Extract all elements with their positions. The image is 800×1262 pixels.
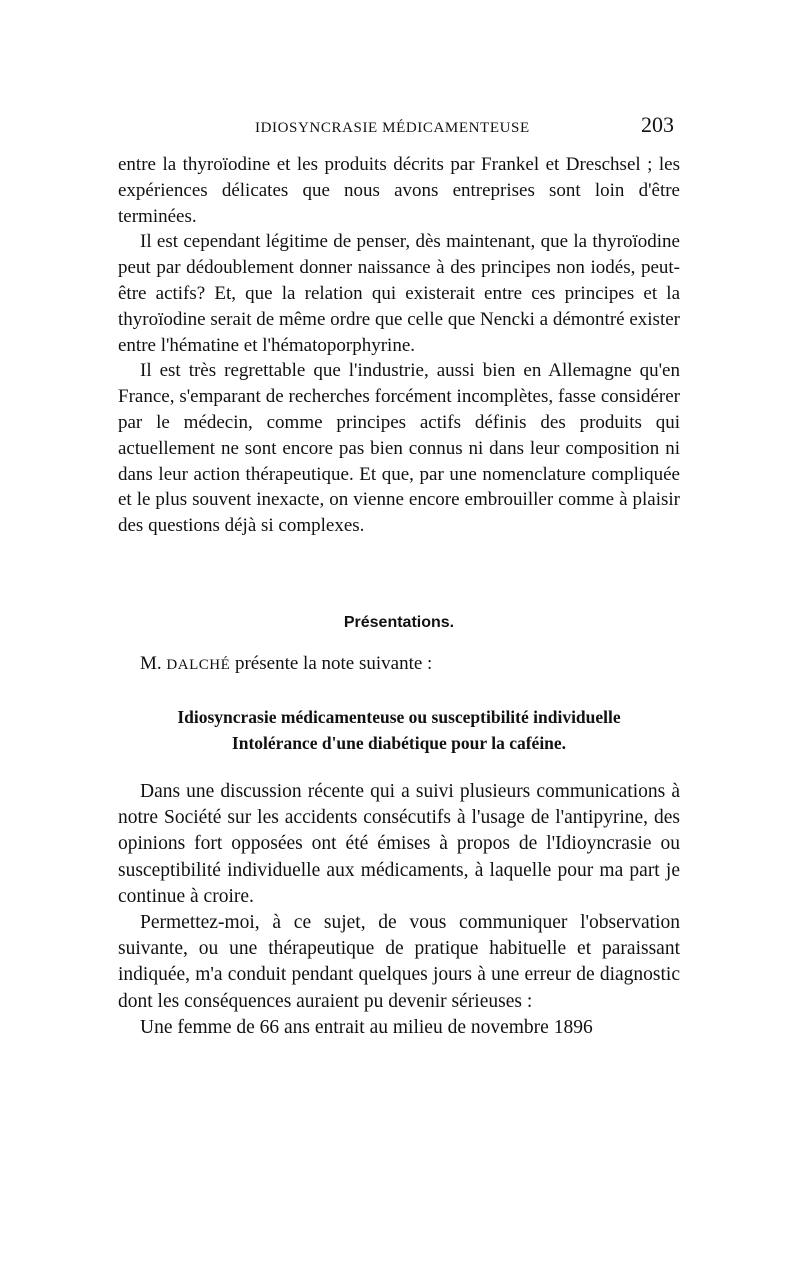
presenter-prefix: M. xyxy=(140,653,162,674)
page-number: 203 xyxy=(641,112,674,137)
paragraph: Il est très regrettable que l'industrie, aussi bien en Allemagne qu'en France, s'emparant de recherches forcément incomplètes, fasse considérer par le médecin, comme principes actifs définis des produits qui actuellement ne sont encore pas bien connus ni dans leur composition ni dans leur action thérapeutique. Et que, par une nomenclature compliquée et le plus souvent inexacte, on vienne encore embrouiller comme à plaisir des questions déjà si complexes. xyxy=(118,360,680,537)
running-head xyxy=(118,112,678,142)
presenter-text: présente la note suivante : xyxy=(234,653,433,674)
paragraph: Il est cependant légitime de penser, dès maintenant, que la thyroïodine peut par dédoublement donner naissance à des principes non iodés, peut-être actifs? Et, que la relation qui existerait entre ces principes et la thyroïodine serait de même ordre que celle que Nencki a démontré exister entre l'hématine et l'hématoporphyrine. xyxy=(118,231,680,356)
section-heading: Présentations. xyxy=(343,614,455,631)
paragraph: Dans une discussion récente qui a suivi plusieurs communications à notre Société sur les accidents consécutifs à l'usage de l'antipyrine, des opinions fort opposées ont été émises à propos de l'Idioyncrasie ou susceptibilité individuelle aux médicaments, à laquelle pour ma part je continue à croire. xyxy=(118,781,680,907)
paragraph: Une femme de 66 ans entrait au milieu de novembre 1896 xyxy=(140,1016,593,1038)
paragraph-continuation: entre la thyroïodine et les produits décrits par Frankel et Dreschsel ; les expériences délicates que nous avons entreprises sont loin d'être terminées. xyxy=(118,154,680,227)
presenter-line xyxy=(140,653,432,675)
paragraph: Permettez-moi, à ce sujet, de vous communiquer l'observation suivante, ou une thérapeutique de pratique habituelle et paraissant indiquée, m'a conduit pendant quelques jours à une erreur de diagnostic dont les conséquences auraient pu devenir sérieuses : xyxy=(118,912,680,1012)
top-text-block xyxy=(118,152,680,539)
article-title-line-2: Intolérance d'une diabétique pour la caféine. xyxy=(231,733,567,753)
bottom-text-block xyxy=(118,779,680,1041)
running-head-title: IDIOSYNCRASIE MÉDICAMENTEUSE xyxy=(255,120,530,136)
article-title-line-1: Idiosyncrasie médicamenteuse ou susceptibilité individuelle xyxy=(177,707,621,727)
presenter-name: DALCHÉ xyxy=(166,657,231,673)
